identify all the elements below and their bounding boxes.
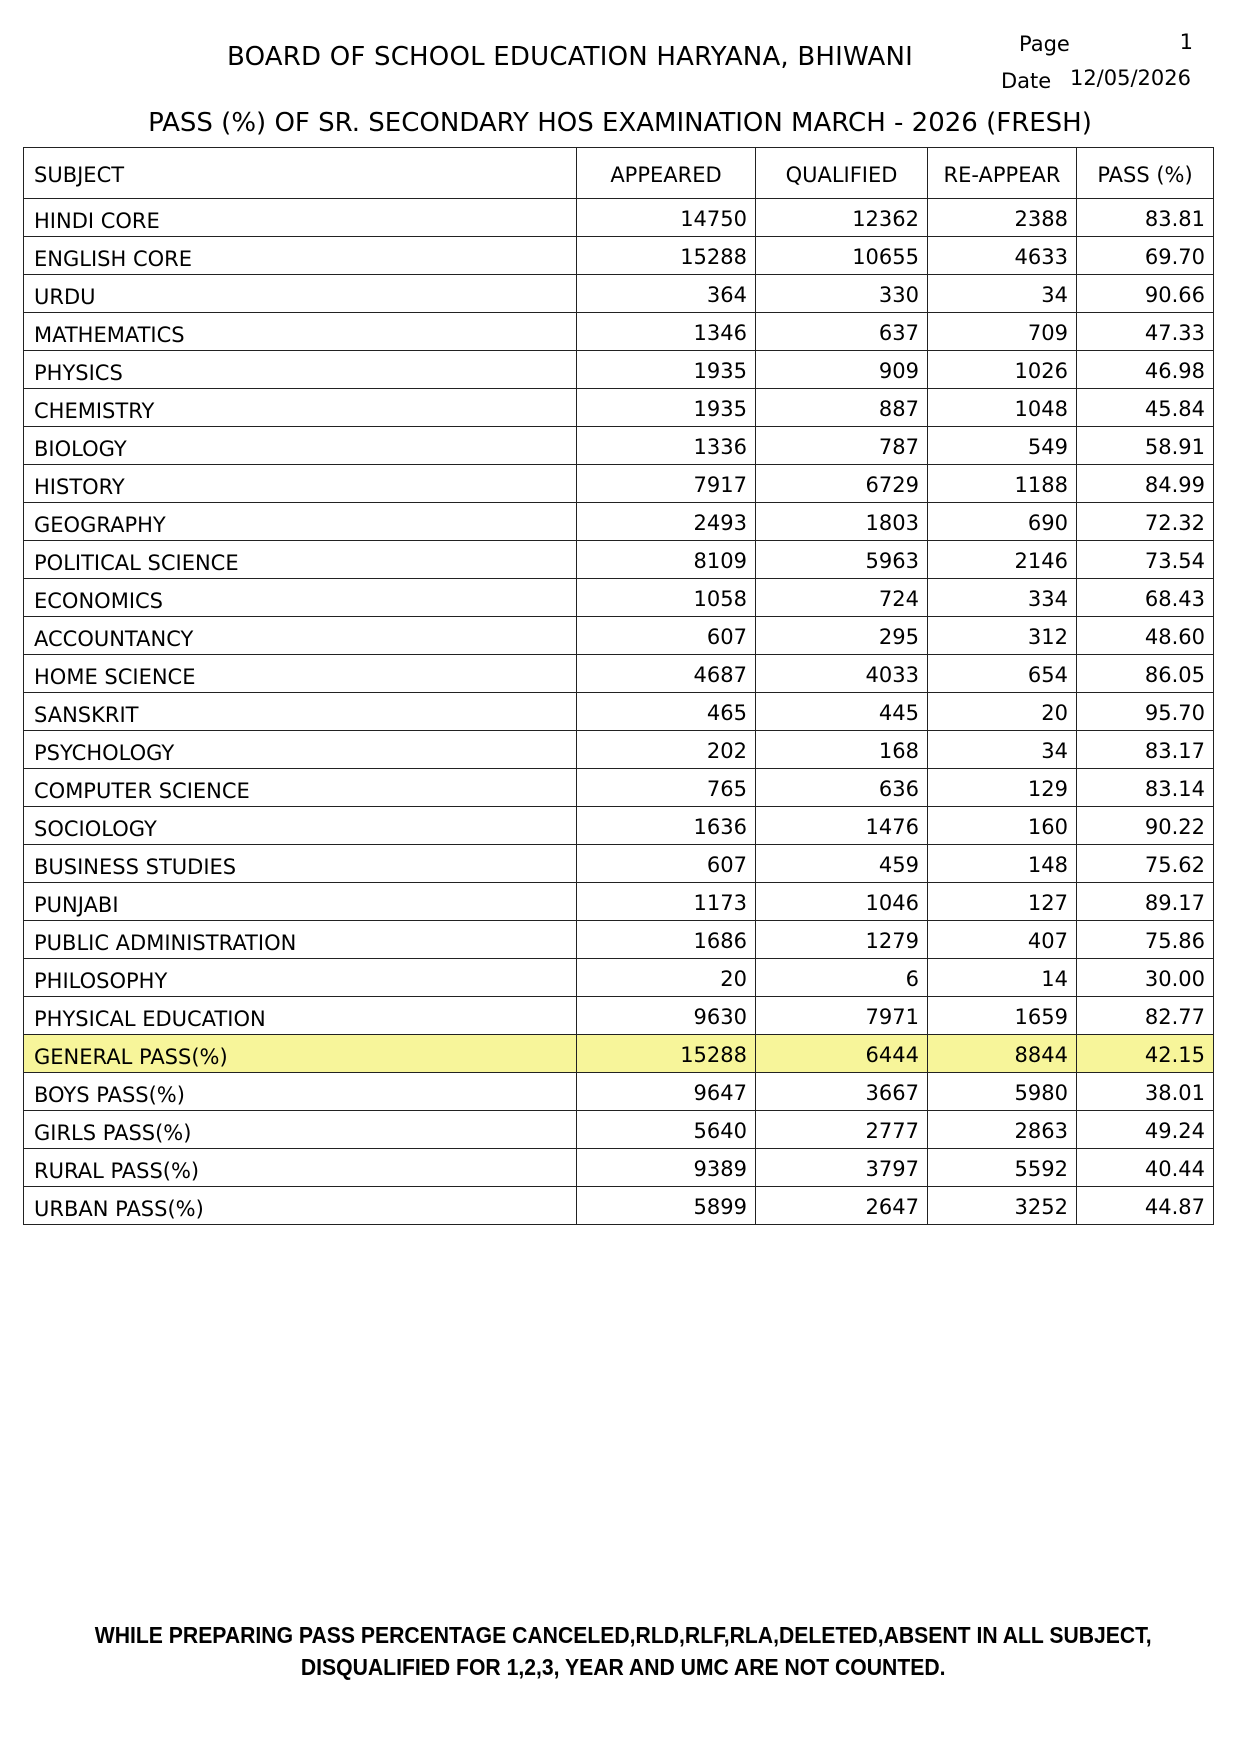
cell-appeared: 5640: [577, 1111, 756, 1149]
cell-qualified: 909: [756, 351, 928, 389]
cell-reappear: 148: [928, 845, 1077, 883]
cell-reappear: 2146: [928, 541, 1077, 579]
cell-pass-percent: 83.81: [1077, 199, 1214, 237]
cell-reappear: 34: [928, 731, 1077, 769]
table-row: [24, 769, 1214, 807]
cell-subject: GIRLS PASS(%): [24, 1111, 577, 1149]
cell-pass-percent: 68.43: [1077, 579, 1214, 617]
table-row: [24, 503, 1214, 541]
cell-reappear: 407: [928, 921, 1077, 959]
footer-note-line-2: DISQUALIFIED FOR 1,2,3, YEAR AND UMC ARE NOT COUNTED.: [300, 1654, 946, 1680]
table-row: [24, 237, 1214, 275]
cell-pass-percent: 58.91: [1077, 427, 1214, 465]
cell-appeared: 1686: [577, 921, 756, 959]
cell-qualified: 637: [756, 313, 928, 351]
table-row: [24, 313, 1214, 351]
cell-reappear: 709: [928, 313, 1077, 351]
cell-qualified: 4033: [756, 655, 928, 693]
cell-subject: PUBLIC ADMINISTRATION: [24, 921, 577, 959]
cell-subject: BUSINESS STUDIES: [24, 845, 577, 883]
table-row: [24, 731, 1214, 769]
cell-pass-percent: 83.14: [1077, 769, 1214, 807]
cell-reappear: 4633: [928, 237, 1077, 275]
cell-reappear: 549: [928, 427, 1077, 465]
cell-pass-percent: 90.66: [1077, 275, 1214, 313]
cell-qualified: 6444: [756, 1035, 928, 1073]
cell-qualified: 295: [756, 617, 928, 655]
cell-appeared: 1935: [577, 389, 756, 427]
table-row: [24, 465, 1214, 503]
cell-reappear: 3252: [928, 1187, 1077, 1225]
cell-reappear: 127: [928, 883, 1077, 921]
cell-qualified: 1803: [756, 503, 928, 541]
cell-subject: POLITICAL SCIENCE: [24, 541, 577, 579]
cell-subject: SANSKRIT: [24, 693, 577, 731]
cell-appeared: 607: [577, 845, 756, 883]
cell-subject: PUNJABI: [24, 883, 577, 921]
cell-appeared: 15288: [577, 1035, 756, 1073]
cell-reappear: 20: [928, 693, 1077, 731]
cell-subject: ECONOMICS: [24, 579, 577, 617]
column-header-appeared: APPEARED: [577, 148, 756, 199]
cell-subject: GENERAL PASS(%): [24, 1035, 577, 1073]
cell-appeared: 4687: [577, 655, 756, 693]
column-header-qualified: QUALIFIED: [756, 148, 928, 199]
cell-pass-percent: 46.98: [1077, 351, 1214, 389]
table-row: [24, 883, 1214, 921]
cell-pass-percent: 82.77: [1077, 997, 1214, 1035]
cell-qualified: 2777: [756, 1111, 928, 1149]
cell-pass-percent: 90.22: [1077, 807, 1214, 845]
table-row: [24, 693, 1214, 731]
cell-appeared: 2493: [577, 503, 756, 541]
cell-pass-percent: 89.17: [1077, 883, 1214, 921]
cell-reappear: 690: [928, 503, 1077, 541]
cell-qualified: 445: [756, 693, 928, 731]
table-row: [24, 1149, 1214, 1187]
column-header-subject: SUBJECT: [24, 148, 577, 199]
cell-reappear: 129: [928, 769, 1077, 807]
cell-qualified: 636: [756, 769, 928, 807]
cell-appeared: 8109: [577, 541, 756, 579]
cell-pass-percent: 69.70: [1077, 237, 1214, 275]
cell-reappear: 1659: [928, 997, 1077, 1035]
cell-subject: BOYS PASS(%): [24, 1073, 577, 1111]
cell-pass-percent: 40.44: [1077, 1149, 1214, 1187]
cell-pass-percent: 44.87: [1077, 1187, 1214, 1225]
cell-reappear: 1026: [928, 351, 1077, 389]
table-row: [24, 351, 1214, 389]
cell-pass-percent: 42.15: [1077, 1035, 1214, 1073]
cell-qualified: 724: [756, 579, 928, 617]
cell-reappear: 654: [928, 655, 1077, 693]
cell-pass-percent: 72.32: [1077, 503, 1214, 541]
cell-pass-percent: 47.33: [1077, 313, 1214, 351]
results-table: [23, 147, 1214, 1225]
cell-qualified: 887: [756, 389, 928, 427]
board-title: BOARD OF SCHOOL EDUCATION HARYANA, BHIWANI: [226, 42, 914, 72]
cell-pass-percent: 45.84: [1077, 389, 1214, 427]
table-row: [24, 541, 1214, 579]
cell-subject: GEOGRAPHY: [24, 503, 577, 541]
cell-reappear: 1188: [928, 465, 1077, 503]
footer-note: [53, 1619, 1194, 1683]
cell-subject: CHEMISTRY: [24, 389, 577, 427]
cell-pass-percent: 84.99: [1077, 465, 1214, 503]
cell-appeared: 14750: [577, 199, 756, 237]
table-row: [24, 199, 1214, 237]
cell-qualified: 1279: [756, 921, 928, 959]
cell-pass-percent: 86.05: [1077, 655, 1214, 693]
cell-appeared: 9389: [577, 1149, 756, 1187]
column-header-reappear: RE-APPEAR: [928, 148, 1077, 199]
cell-appeared: 364: [577, 275, 756, 313]
cell-subject: URBAN PASS(%): [24, 1187, 577, 1225]
table-row: [24, 959, 1214, 997]
cell-subject: PHYSICAL EDUCATION: [24, 997, 577, 1035]
cell-reappear: 5980: [928, 1073, 1077, 1111]
cell-reappear: 334: [928, 579, 1077, 617]
cell-reappear: 312: [928, 617, 1077, 655]
cell-reappear: 2863: [928, 1111, 1077, 1149]
table-row: [24, 997, 1214, 1035]
cell-reappear: 1048: [928, 389, 1077, 427]
cell-pass-percent: 73.54: [1077, 541, 1214, 579]
cell-appeared: 7917: [577, 465, 756, 503]
cell-subject: BIOLOGY: [24, 427, 577, 465]
cell-subject: URDU: [24, 275, 577, 313]
cell-subject: HOME SCIENCE: [24, 655, 577, 693]
table-row: [24, 807, 1214, 845]
table-row: [24, 845, 1214, 883]
page-label: Page: [1019, 32, 1070, 56]
cell-appeared: 1935: [577, 351, 756, 389]
cell-pass-percent: 83.17: [1077, 731, 1214, 769]
cell-subject: RURAL PASS(%): [24, 1149, 577, 1187]
cell-qualified: 330: [756, 275, 928, 313]
results-table-body: [24, 199, 1214, 1225]
cell-qualified: 1476: [756, 807, 928, 845]
table-row: [24, 921, 1214, 959]
cell-appeared: 1058: [577, 579, 756, 617]
table-row: [24, 1073, 1214, 1111]
cell-subject: PHILOSOPHY: [24, 959, 577, 997]
cell-appeared: 1636: [577, 807, 756, 845]
table-row: [24, 617, 1214, 655]
cell-reappear: 34: [928, 275, 1077, 313]
table-row: [24, 655, 1214, 693]
cell-appeared: 1346: [577, 313, 756, 351]
cell-reappear: 160: [928, 807, 1077, 845]
cell-qualified: 7971: [756, 997, 928, 1035]
cell-reappear: 2388: [928, 199, 1077, 237]
cell-appeared: 1173: [577, 883, 756, 921]
cell-subject: HINDI CORE: [24, 199, 577, 237]
date-label: Date: [1001, 69, 1052, 93]
cell-qualified: 2647: [756, 1187, 928, 1225]
cell-subject: COMPUTER SCIENCE: [24, 769, 577, 807]
cell-qualified: 459: [756, 845, 928, 883]
cell-reappear: 14: [928, 959, 1077, 997]
column-header-pass: PASS (%): [1077, 148, 1214, 199]
cell-pass-percent: 30.00: [1077, 959, 1214, 997]
table-row: [24, 1187, 1214, 1225]
cell-qualified: 5963: [756, 541, 928, 579]
table-row: [24, 579, 1214, 617]
cell-pass-percent: 48.60: [1077, 617, 1214, 655]
cell-qualified: 1046: [756, 883, 928, 921]
cell-appeared: 9647: [577, 1073, 756, 1111]
cell-appeared: 765: [577, 769, 756, 807]
cell-subject: SOCIOLOGY: [24, 807, 577, 845]
footer-note-line-1: WHILE PREPARING PASS PERCENTAGE CANCELED,RLD,RLF,RLA,DELETED,ABSENT IN ALL SUBJECT,: [94, 1622, 1152, 1648]
cell-appeared: 202: [577, 731, 756, 769]
cell-subject: ACCOUNTANCY: [24, 617, 577, 655]
date-value: 12/05/2026: [1069, 66, 1191, 90]
cell-appeared: 15288: [577, 237, 756, 275]
table-row: [24, 275, 1214, 313]
table-row: [24, 389, 1214, 427]
table-row: [24, 427, 1214, 465]
cell-pass-percent: 75.62: [1077, 845, 1214, 883]
cell-qualified: 6729: [756, 465, 928, 503]
cell-subject: PHYSICS: [24, 351, 577, 389]
table-row: [24, 1111, 1214, 1149]
cell-appeared: 1336: [577, 427, 756, 465]
cell-pass-percent: 38.01: [1077, 1073, 1214, 1111]
page-number: 1: [1179, 30, 1193, 54]
cell-qualified: 10655: [756, 237, 928, 275]
cell-subject: HISTORY: [24, 465, 577, 503]
cell-qualified: 3667: [756, 1073, 928, 1111]
cell-pass-percent: 95.70: [1077, 693, 1214, 731]
cell-qualified: 168: [756, 731, 928, 769]
table-header-row: [24, 148, 1214, 199]
cell-appeared: 5899: [577, 1187, 756, 1225]
table-row-highlighted: [24, 1035, 1214, 1073]
cell-subject: ENGLISH CORE: [24, 237, 577, 275]
cell-reappear: 5592: [928, 1149, 1077, 1187]
cell-qualified: 12362: [756, 199, 928, 237]
report-title: PASS (%) OF SR. SECONDARY HOS EXAMINATION MARCH - 2026 (FRESH): [148, 108, 1092, 138]
cell-appeared: 607: [577, 617, 756, 655]
cell-pass-percent: 75.86: [1077, 921, 1214, 959]
cell-qualified: 3797: [756, 1149, 928, 1187]
cell-subject: PSYCHOLOGY: [24, 731, 577, 769]
cell-appeared: 465: [577, 693, 756, 731]
cell-pass-percent: 49.24: [1077, 1111, 1214, 1149]
cell-reappear: 8844: [928, 1035, 1077, 1073]
cell-qualified: 787: [756, 427, 928, 465]
cell-appeared: 9630: [577, 997, 756, 1035]
cell-qualified: 6: [756, 959, 928, 997]
cell-subject: MATHEMATICS: [24, 313, 577, 351]
cell-appeared: 20: [577, 959, 756, 997]
